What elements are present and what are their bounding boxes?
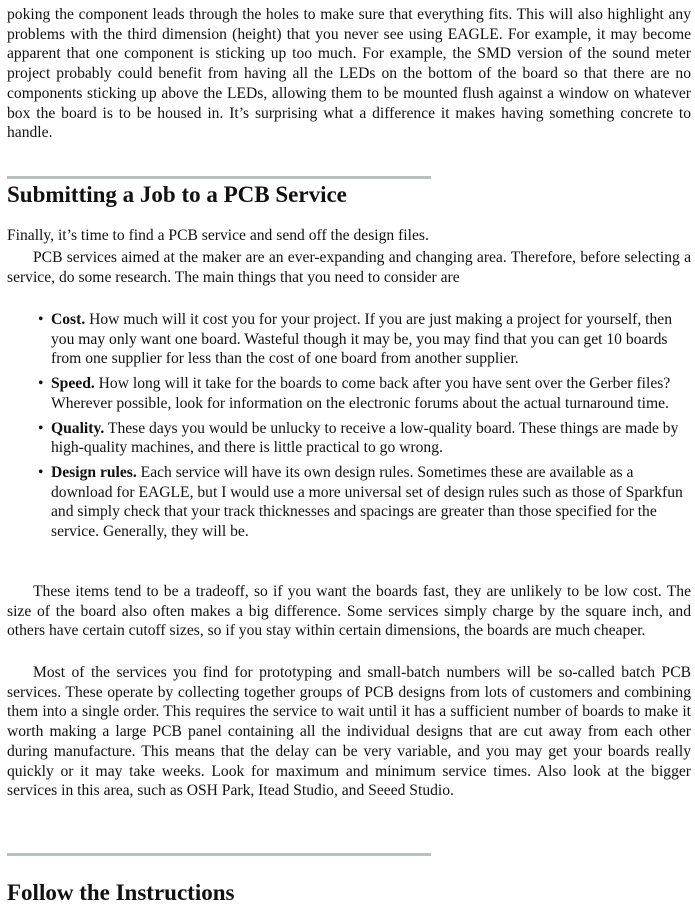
list-item-text: Each service will have its own design rules. Sometimes these are available as a download for EAGLE, but I would use a more universal set of design rules such as those of Sparkfun and simply check that your track thicknesses and spacings are greater than those specified for the service. Generally, they will be. bbox=[51, 463, 683, 541]
body-paragraph-3: Most of the services you find for prototyping and small-batch numbers will be so-called batch PCB services. These operate by collecting together groups of PCB designs from lots of customers and combining them into a single order. This requires the service to wait until it has a sufficient number of boards to make it worth making a large PCB panel containing all the individual designs that are cut away from each other during manufacture. This means that the delay can be very variable, and you may get your boards really quickly or it may take weeks. Look for maximum and minimum service times. Also look at the bigger services in this area, such as OSH Park, Itead Studio, and Seeed Studio. bbox=[7, 664, 691, 800]
section-heading: Submitting a Job to a PCB Service bbox=[7, 182, 347, 207]
section-divider bbox=[7, 176, 431, 179]
bullet-glyph: • bbox=[38, 419, 44, 437]
list-item-design-rules bbox=[38, 463, 686, 542]
list-item-term: Speed. bbox=[51, 375, 95, 393]
list-item-term: Cost. bbox=[51, 311, 86, 328]
list-item-term: Design rules. bbox=[51, 463, 137, 481]
list-item-quality bbox=[38, 419, 686, 458]
lead-paragraph: Finally, it’s time to find a PCB service and send off the design files. bbox=[7, 227, 429, 244]
body-paragraph-1: PCB services aimed at the maker are an ever-expanding and changing area. Therefore, before selecting a service, do some research. The main things that you need to consider are bbox=[7, 249, 691, 286]
list-item-text: These days you would be unlucky to receive a low-quality board. These things are made by high-quality machines, and there is little practical to go wrong. bbox=[51, 419, 679, 457]
list-item-speed bbox=[38, 374, 686, 413]
bullet-glyph: • bbox=[38, 311, 44, 328]
body-paragraph-2: These items tend to be a tradeoff, so if you want the boards fast, they are unlikely to be low cost. The size of the board also often makes a big difference. Some services simply charge by the square inch, and others have certain cutoff sizes, so if you stay within certain dimensions, the boards are much cheaper. bbox=[7, 583, 691, 640]
list-item-text: How much will it cost you for your project. If you are just making a project for yourself, then you may only want one board. Wasteful though it may be, you may find that you can get 10 boards from one supplier for less than the cost of one board from another supplier. bbox=[51, 311, 673, 368]
section-divider bbox=[7, 853, 431, 856]
next-section-heading: Follow the Instructions bbox=[7, 880, 235, 905]
bullet-glyph: • bbox=[38, 463, 44, 481]
list-item-text: How long will it take for the boards to come back after you have sent over the Gerber files? Wherever possible, look for information on the electronic forums about the actual turnaround time. bbox=[51, 375, 671, 412]
list-item-term: Quality. bbox=[51, 419, 105, 437]
considerations-list bbox=[38, 310, 686, 542]
intro-paragraph: poking the component leads through the holes to make sure that everything fits. This will also highlight any problems with the third dimension (height) that you never see using EAGLE. For example, it may become apparent that one component is sticking up too much. For example, the SMD version of the sound meter project probably could benefit from having all the LEDs on the bottom of the board so that there are no components sticking up above the LEDs, allowing them to be mounted flush against a window on whatever box the board is to be housed in. It’s surprising what a difference it makes having something concrete to handle. bbox=[7, 6, 691, 142]
bullet-glyph: • bbox=[38, 375, 44, 393]
list-item-cost bbox=[38, 310, 686, 369]
